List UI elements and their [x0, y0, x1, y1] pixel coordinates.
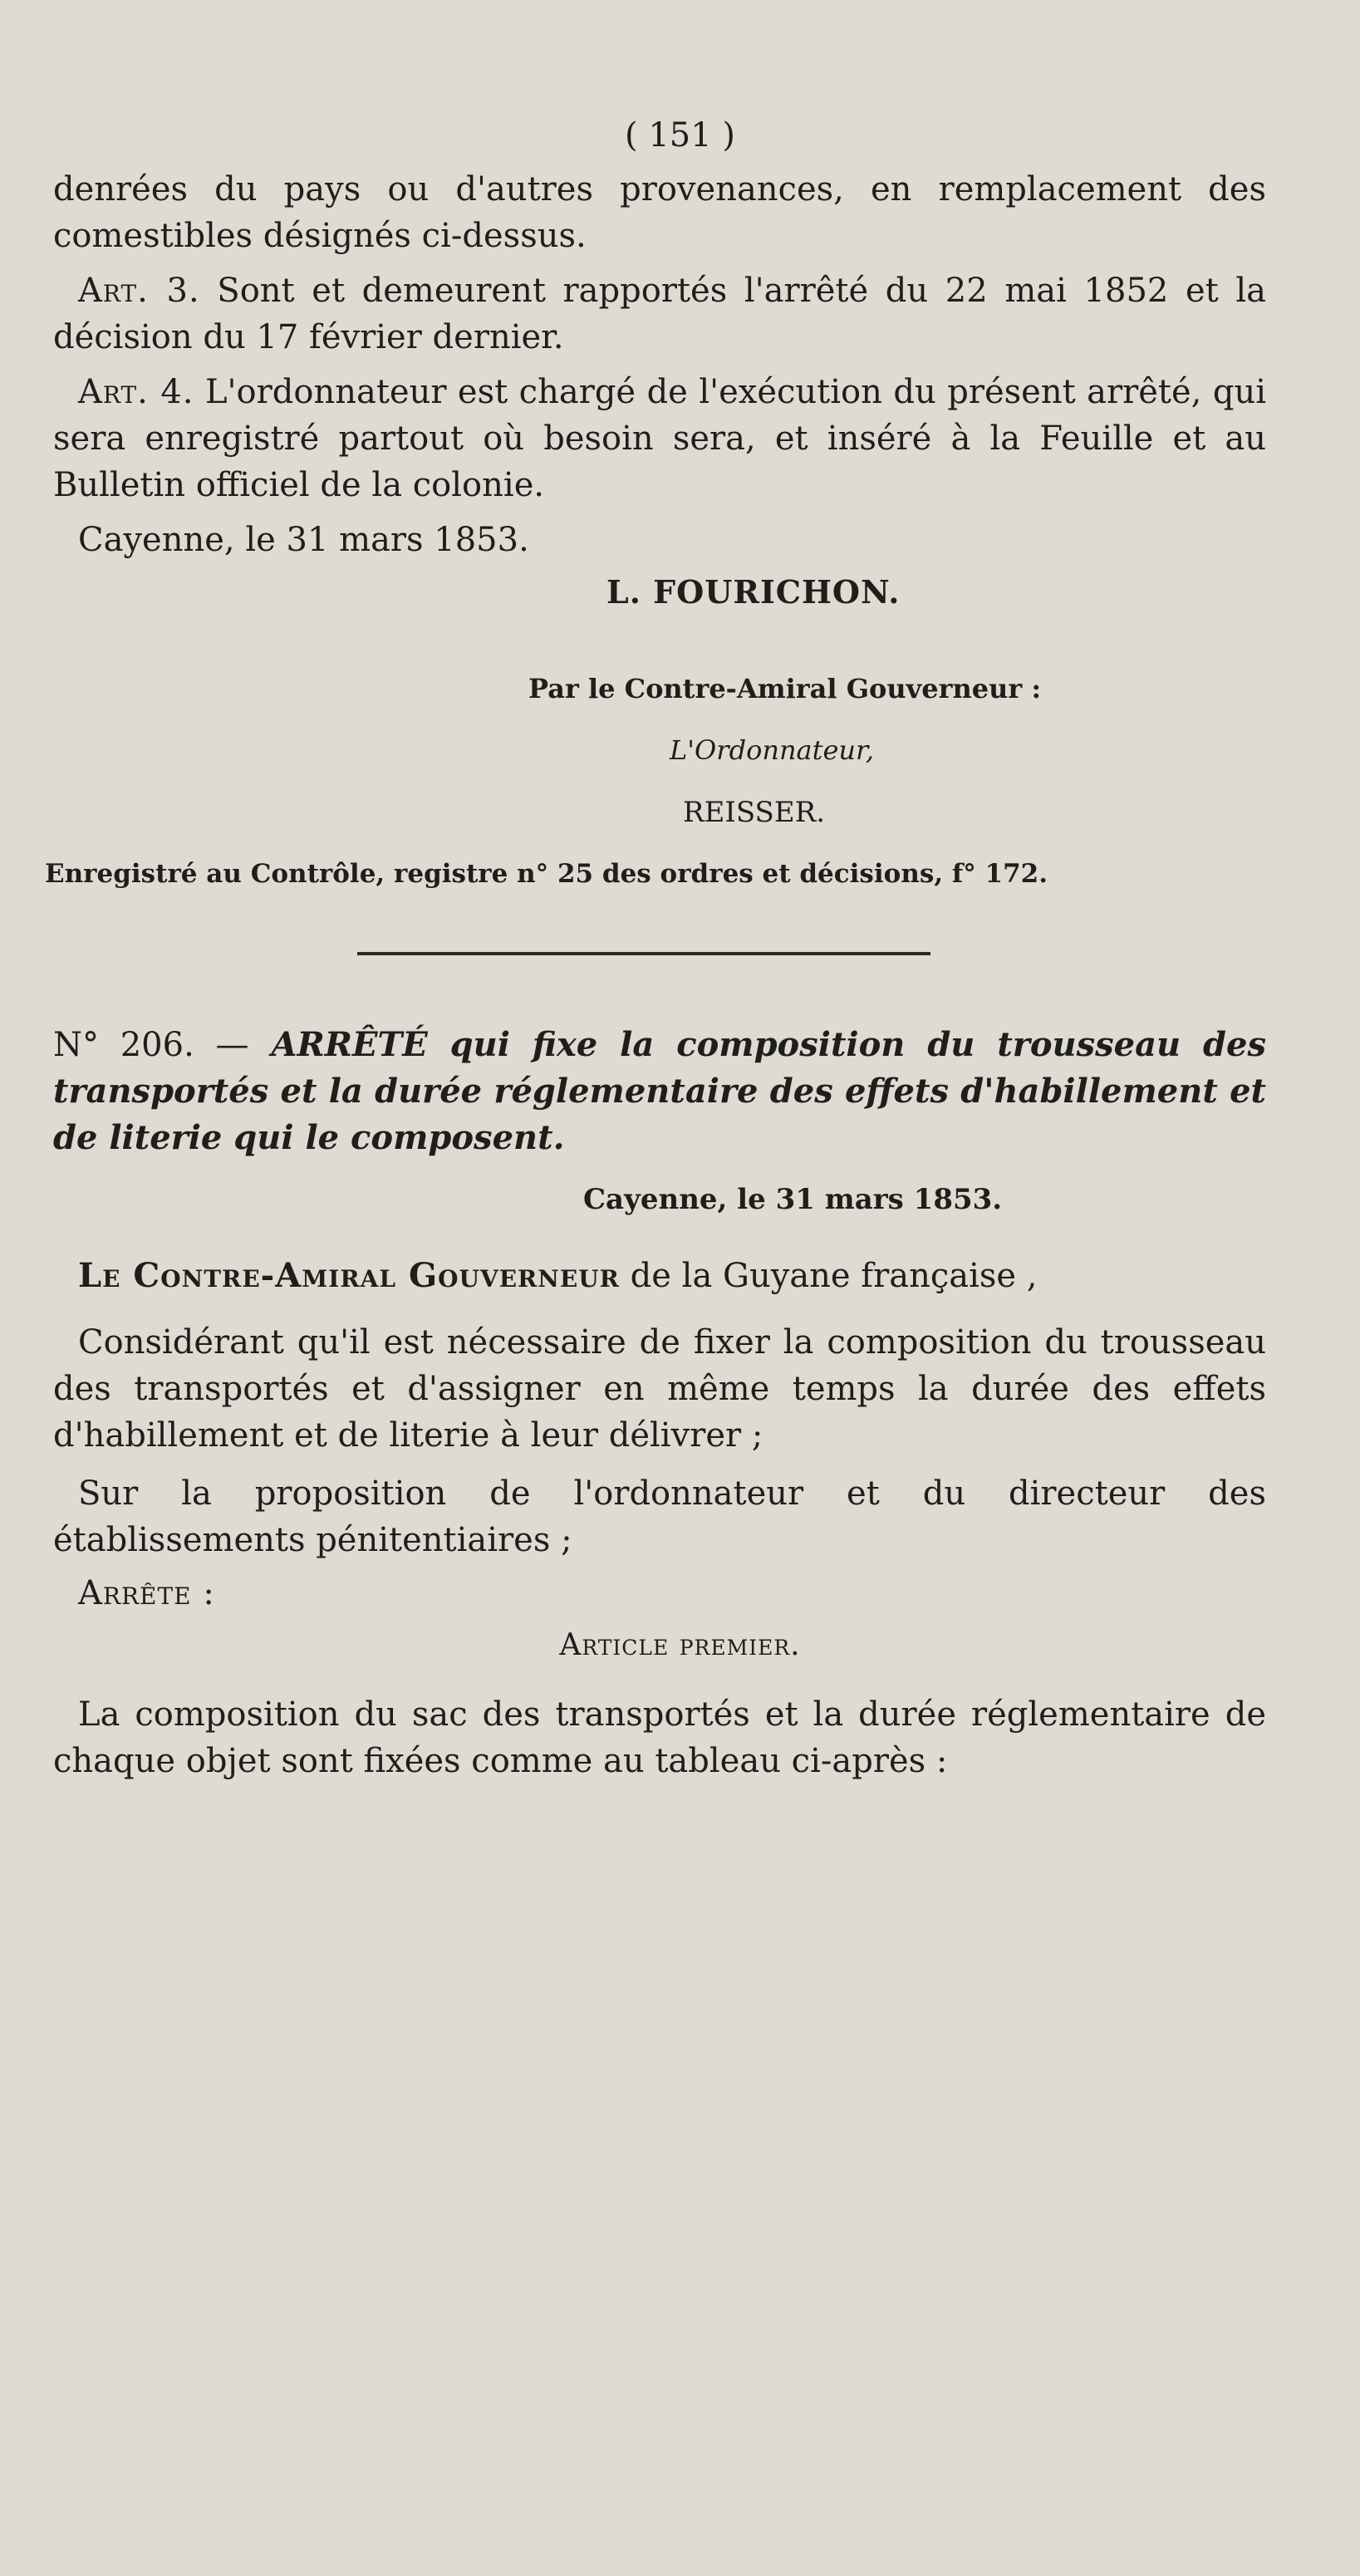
arrete-date: Cayenne, le 31 mars 1853. [583, 1183, 1003, 1216]
considerant-paragraph: Considérant qu'il est nécessaire de fixer la composition du trousseau des transportés et d'assigner en même temps la durée des effets d'habillement et de literie à leur délivrer ; [53, 1323, 1266, 1455]
preamble-label: Le Contre-Amiral Gouverneur [78, 1256, 620, 1295]
arrete-label: Arrête : [78, 1574, 215, 1612]
arrete-title [53, 1022, 1266, 1161]
proposition-paragraph: Sur la proposition de l'ordonnateur et du directeur des établissements pénitentiaires ; [53, 1474, 1266, 1559]
article-4-label: Art. 4. [78, 373, 194, 411]
page-number: ( 151 ) [625, 116, 735, 155]
preamble-text: de la Guyane française , [619, 1257, 1038, 1295]
registration-note: Enregistré au Contrôle, registre n° 25 des ordres et décisions, f° 172. [45, 859, 1048, 889]
paragraph-continuation: denrées du pays ou d'autres provenances, en remplacement des comestibles désignés ci-dessus. [53, 170, 1266, 255]
section-divider [357, 952, 930, 955]
governor-signature: L. FOURICHON. [606, 573, 901, 611]
article-premier-heading: Article premier. [559, 1628, 801, 1662]
arrete-number: N° 206. — [53, 1026, 249, 1064]
preamble [53, 1253, 1266, 1299]
place-date: Cayenne, le 31 mars 1853. [78, 521, 529, 559]
article-3 [53, 267, 1266, 361]
article-premier-text: La composition du sac des transportés et la durée réglementaire de chaque objet sont fixées comme au tableau ci-après : [53, 1695, 1266, 1780]
ordonnateur-title: L'Ordonnateur, [670, 734, 874, 766]
article-4 [53, 369, 1266, 508]
article-4-text: L'ordonnateur est chargé de l'exécution du présent arrêté, qui sera enregistré partout où besoin sera, et inséré à la Feuille et au Bulletin officiel de la colonie. [53, 373, 1266, 504]
ordonnateur-name: REISSER. [683, 796, 826, 829]
arrete-heading: ARRÊTÉ qui fixe la composition du trousseau des transportés et la durée réglementaire des effets d'habillement et de literie qui le composent. [53, 1025, 1266, 1157]
article-3-text: Sont et demeurent rapportés l'arrêté du 22 mai 1852 et la décision du 17 février dernier. [53, 272, 1266, 356]
par-le-gouverneur: Par le Contre-Amiral Gouverneur : [528, 673, 1042, 704]
article-3-label: Art. 3. [78, 272, 200, 310]
